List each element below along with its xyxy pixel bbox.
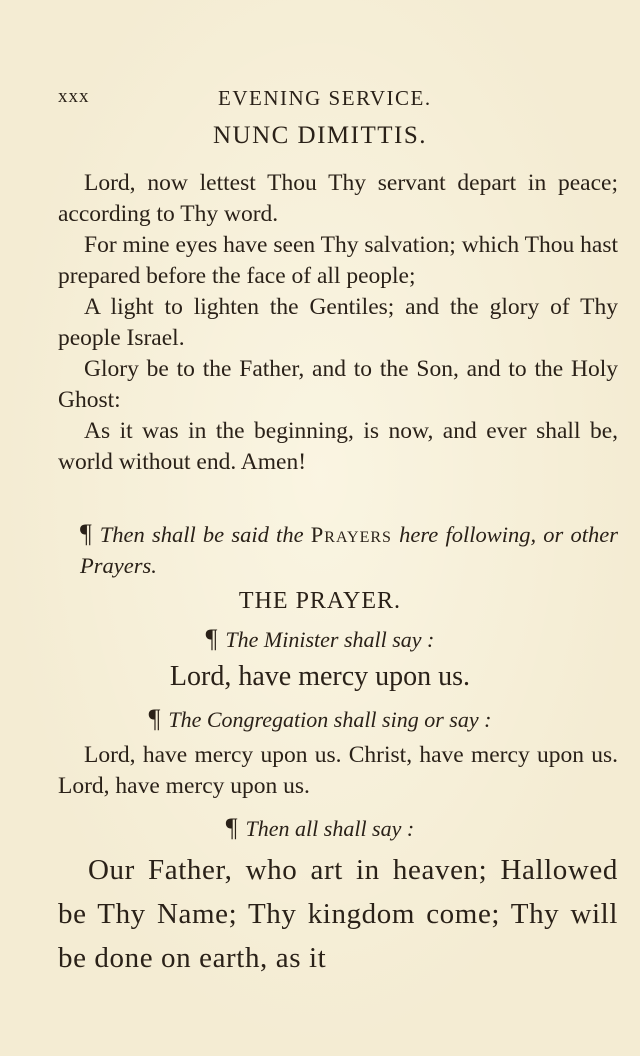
rubric-congregation [0, 703, 640, 735]
rubric-prayers [80, 518, 618, 581]
verse: As it was in the beginning, is now, and ever shall be, world without end. Amen! [58, 418, 618, 475]
pilcrow-icon: ¶ [205, 624, 218, 653]
pilcrow-icon: ¶ [148, 704, 161, 733]
rubric-minister [0, 623, 640, 655]
rubric-all [0, 812, 640, 844]
rubric-text: here following, or other Prayers. [80, 522, 619, 578]
response-text: Lord, have mercy upon us. Christ, have mercy upon us. Lord, have mercy upon us. [58, 742, 618, 799]
verse: For mine eyes have seen Thy salvation; which Thou hast prepared before the face of all people; [58, 232, 618, 289]
canticle-text [58, 168, 618, 478]
canticle-title: NUNC DIMITTIS. [212, 122, 428, 149]
lords-prayer-text: Our Father, who art in heaven; Hallowed be Thy Name; Thy kingdom come; Thy will be done on earth, as it [58, 854, 618, 974]
minister-versicle: Lord, have mercy upon us. [169, 661, 471, 692]
rubric-text: Then all shall say : [245, 816, 415, 841]
rubric-text: The Minister shall say : [225, 627, 435, 652]
rubric-smallcaps: Prayers [310, 522, 392, 547]
prayer-heading: THE PRAYER. [238, 588, 402, 614]
pilcrow-icon: ¶ [80, 519, 92, 548]
verse: Lord, now lettest Thou Thy servant depart in peace; according to Thy word. [58, 170, 618, 227]
page-number: xxx [58, 86, 90, 107]
verse: A light to lighten the Gentiles; and the glory of Thy people Israel. [58, 294, 618, 351]
lords-prayer [58, 848, 618, 980]
congregation-response [58, 740, 618, 802]
running-head: EVENING SERVICE. [218, 86, 432, 110]
page-header [58, 86, 618, 114]
rubric-text: The Congregation shall sing or say : [168, 707, 492, 732]
rubric-text: Then shall be said the [99, 522, 304, 547]
pilcrow-icon: ¶ [225, 813, 238, 842]
verse: Glory be to the Father, and to the Son, and to the Holy Ghost: [58, 356, 618, 413]
